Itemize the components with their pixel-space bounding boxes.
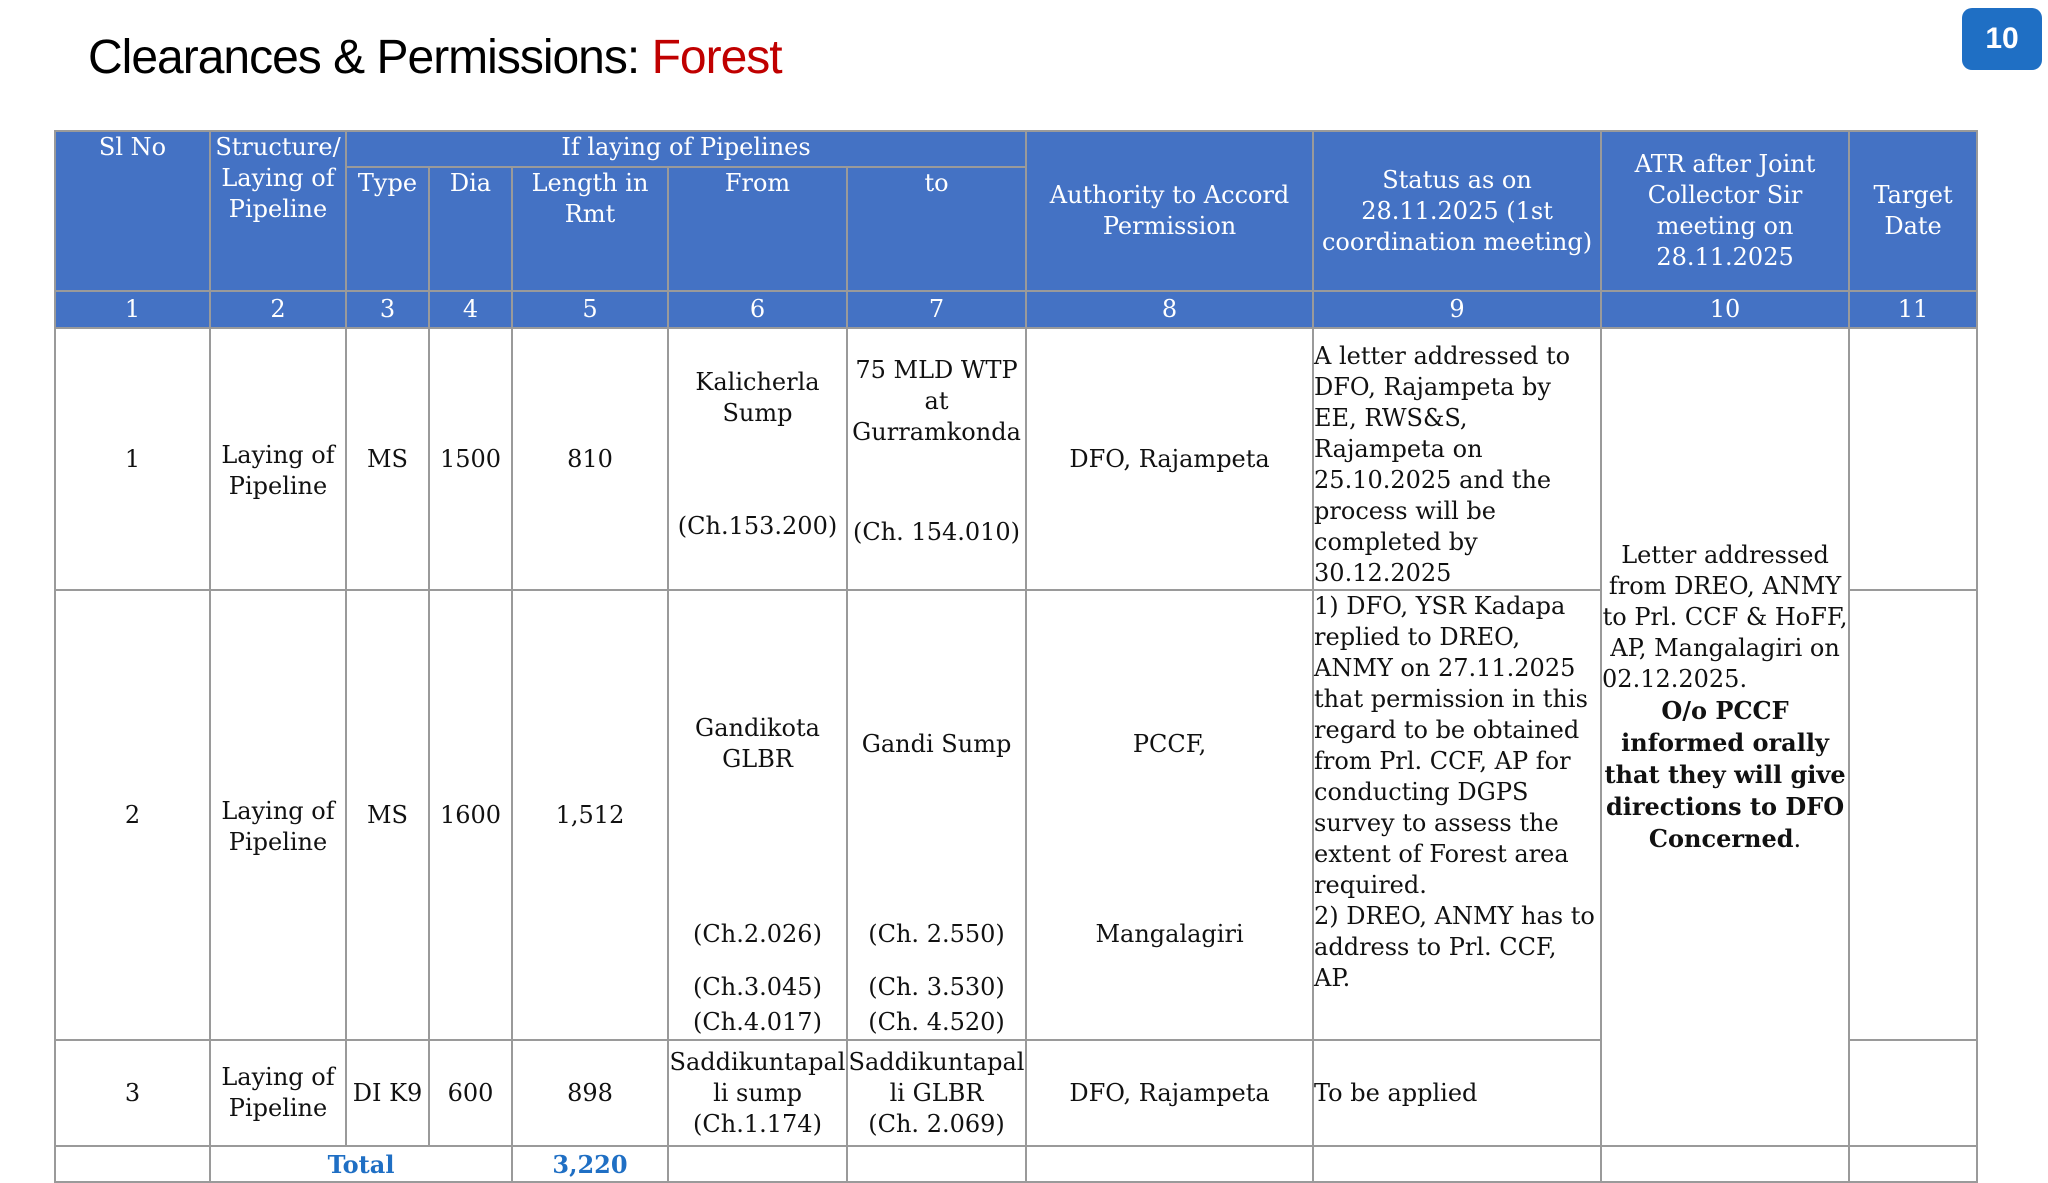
from-chainage: (Ch.1.174): [693, 1109, 822, 1138]
row-sl: 1: [55, 328, 210, 590]
header-structure: Structure/ Laying of Pipeline: [210, 131, 346, 291]
header-authority: Authority to Accord Permission: [1026, 131, 1313, 291]
row-dia: 1500: [429, 328, 512, 590]
row-authority: DFO, Rajampeta: [1026, 1040, 1313, 1146]
page-number-badge: 10: [1962, 8, 2042, 70]
header-length: Length in Rmt: [512, 167, 668, 291]
row-from: [668, 1040, 847, 1146]
authority-line: Mangalagiri: [1095, 920, 1244, 948]
from-location: Kalicherla Sump: [695, 367, 820, 427]
header-from: From: [668, 167, 847, 291]
to-chainage: (Ch. 4.520): [868, 1008, 1005, 1036]
col-number: 4: [429, 291, 512, 328]
row-type: MS: [346, 590, 429, 1040]
row-status: A letter addressed to DFO, Rajampeta by EE, RWS&S, Rajampeta on 25.10.2025 and the process will be completed by 30.12.2025: [1313, 328, 1601, 590]
row-structure: Laying of Pipeline: [210, 328, 346, 590]
header-dia: Dia: [429, 167, 512, 291]
row-structure: Laying of Pipeline: [210, 1040, 346, 1146]
row-target-date: [1849, 590, 1977, 1040]
col-number: 3: [346, 291, 429, 328]
col-number: 9: [1313, 291, 1601, 328]
row-to: [847, 328, 1026, 590]
row-type: DI K9: [346, 1040, 429, 1146]
forest-clearances-table: [54, 130, 1978, 1183]
col-number: 6: [668, 291, 847, 328]
from-location: Saddikuntapalli sump: [669, 1047, 846, 1107]
to-chainage: (Ch. 2.550): [868, 920, 1005, 948]
row-length: 898: [512, 1040, 668, 1146]
col-number: 1: [55, 291, 210, 328]
row-to: [847, 590, 1026, 1040]
row-from: [668, 328, 847, 590]
row-dia: 1600: [429, 590, 512, 1040]
col-number: 7: [847, 291, 1026, 328]
to-location: Saddikuntapalli GLBR: [848, 1047, 1025, 1107]
row-authority: [1026, 590, 1313, 1040]
total-row: [55, 1146, 1977, 1182]
to-chainage: (Ch. 3.530): [868, 973, 1005, 1001]
row-length: 1,512: [512, 590, 668, 1040]
header-sl-no: Sl No: [55, 131, 210, 291]
col-number: 8: [1026, 291, 1313, 328]
atr-bold-text: O/o PCCF informed orally that they will give directions to DFO Concerned: [1604, 695, 1846, 853]
status-item: 1) DFO, YSR Kadapa replied to DREO, ANMY on 27.11.2025 that permission in this regard to be obtained from Prl. CCF, AP for conducting DGPS survey to assess the extent of Forest area required.: [1314, 592, 1588, 899]
col-number: 5: [512, 291, 668, 328]
row-status: To be applied: [1313, 1040, 1601, 1146]
column-number-row: [55, 291, 1977, 328]
row-atr: [1601, 328, 1849, 1146]
to-chainage: (Ch. 2.069): [868, 1109, 1005, 1138]
status-item: 2) DREO, ANMY has to address to Prl. CCF, AP.: [1314, 902, 1595, 992]
authority-line: PCCF,: [1132, 730, 1207, 758]
row-dia: 600: [429, 1040, 512, 1146]
title-accent: Forest: [651, 31, 782, 84]
col-number: 11: [1849, 291, 1977, 328]
header-pipelines-group: If laying of Pipelines: [346, 131, 1026, 167]
atr-end: .: [1793, 824, 1802, 853]
to-chainage: (Ch. 154.010): [852, 517, 1021, 546]
row-structure: Laying of Pipeline: [210, 590, 346, 1040]
title-main: Clearances & Permissions:: [88, 31, 640, 84]
row-sl: 2: [55, 590, 210, 1040]
from-chainage: (Ch.153.200): [677, 511, 838, 540]
from-chainage: (Ch.2.026): [693, 920, 822, 948]
to-location: Gandi Sump: [861, 730, 1012, 758]
from-chainage: (Ch.3.045): [693, 973, 822, 1001]
header-to: to: [847, 167, 1026, 291]
from-chainage: (Ch.4.017): [693, 1008, 822, 1036]
header-atr: ATR after Joint Collector Sir meeting on 28.11.2025: [1601, 131, 1849, 291]
table-row: [55, 328, 1977, 590]
col-number: 10: [1601, 291, 1849, 328]
header-target-date: Target Date: [1849, 131, 1977, 291]
page-title: [88, 30, 782, 85]
col-number: 2: [210, 291, 346, 328]
row-type: MS: [346, 328, 429, 590]
row-to: [847, 1040, 1026, 1146]
to-location: 75 MLD WTP at Gurramkonda: [852, 355, 1021, 446]
row-authority: DFO, Rajampeta: [1026, 328, 1313, 590]
row-sl: 3: [55, 1040, 210, 1146]
total-label: Total: [210, 1146, 512, 1182]
atr-date: 02.12.2025.: [1602, 664, 1748, 693]
total-value: 3,220: [512, 1146, 668, 1182]
row-target-date: [1849, 328, 1977, 590]
row-length: 810: [512, 328, 668, 590]
row-status: [1313, 590, 1601, 1040]
from-location: Gandikota GLBR: [695, 714, 820, 773]
atr-text: Letter addressed from DREO, ANMY to Prl. CCF & HoFF, AP, Mangalagiri on: [1602, 540, 1848, 662]
row-from: [668, 590, 847, 1040]
header-status: Status as on 28.11.2025 (1st coordination meeting): [1313, 131, 1601, 291]
header-type: Type: [346, 167, 429, 291]
row-target-date: [1849, 1040, 1977, 1146]
